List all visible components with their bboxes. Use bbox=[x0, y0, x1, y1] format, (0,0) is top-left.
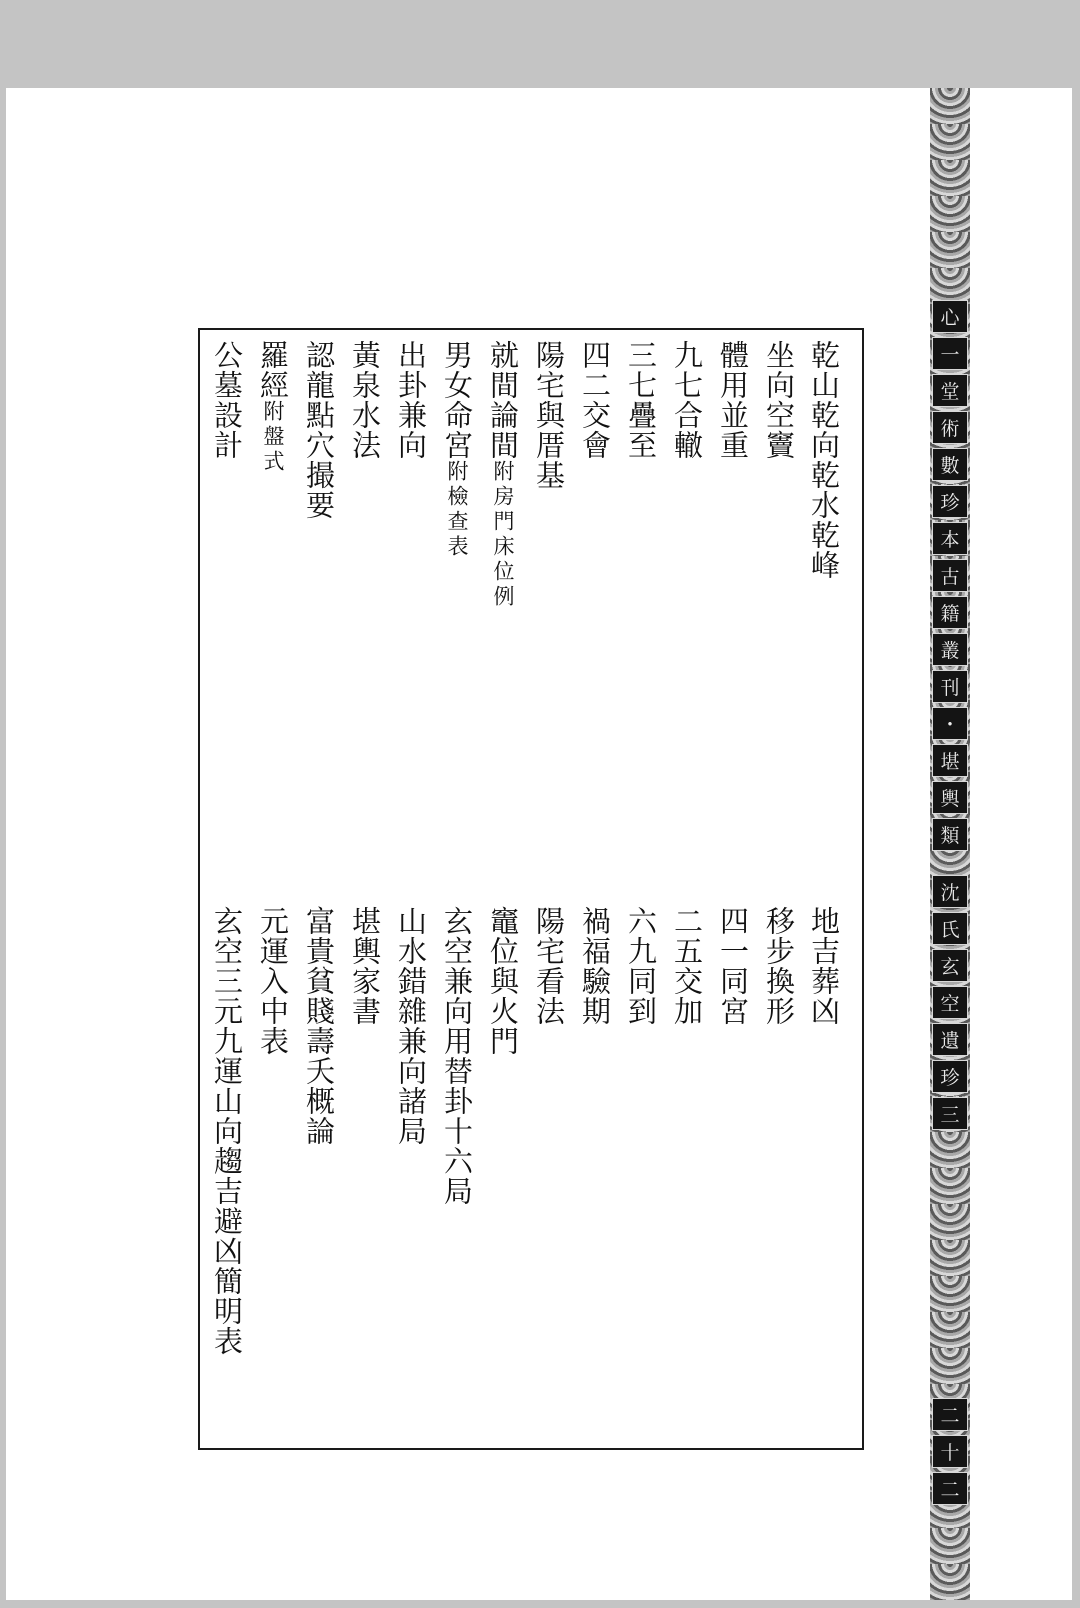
series-title-char: 心 bbox=[932, 300, 968, 333]
toc-entry: 地吉葬凶 bbox=[807, 906, 841, 1026]
series-title-char: 叢 bbox=[932, 633, 968, 666]
toc-entry: 認龍點穴撮要 bbox=[302, 340, 336, 520]
page-number-char: 二 bbox=[932, 1472, 968, 1505]
toc-note: 附盤式 bbox=[261, 400, 285, 475]
series-title-char: 類 bbox=[932, 818, 968, 851]
series-title-char: 術 bbox=[932, 411, 968, 444]
toc-entry: 禍福驗期 bbox=[578, 906, 612, 1026]
book-title-char: 空 bbox=[932, 986, 968, 1019]
toc-entry: 三七疊至 bbox=[624, 340, 658, 460]
toc-entry: 男女命宮附檢查表 bbox=[440, 340, 474, 560]
toc-entry: 就間論間附房門床位例 bbox=[486, 340, 520, 610]
toc-entry: 二五交加 bbox=[670, 906, 704, 1026]
toc-entry: 體用並重 bbox=[716, 340, 750, 460]
toc-entry: 山水錯雜兼向諸局 bbox=[394, 906, 428, 1146]
toc-entry: 公墓設計 bbox=[210, 340, 244, 460]
toc-entry: 元運入中表 bbox=[256, 906, 290, 1056]
toc-entry: 陽宅看法 bbox=[532, 906, 566, 1026]
toc-entry: 富貴貧賤壽夭概論 bbox=[302, 906, 336, 1146]
toc-entry: 九七合轍 bbox=[670, 340, 704, 460]
book-title-char: 玄 bbox=[932, 949, 968, 982]
series-title-char: 堪 bbox=[932, 744, 968, 777]
toc-entry: 坐向空竇 bbox=[762, 340, 796, 460]
book-title-char: 氏 bbox=[932, 912, 968, 945]
toc-entry: 堪輿家書 bbox=[348, 906, 382, 1026]
toc-entry: 黃泉水法 bbox=[348, 340, 382, 460]
book-title-char: 珍 bbox=[932, 1060, 968, 1093]
series-title-char: 古 bbox=[932, 559, 968, 592]
toc-entry: 玄空兼向用替卦十六局 bbox=[440, 906, 474, 1206]
toc-note: 附檢查表 bbox=[445, 460, 469, 560]
toc-entry: 移步換形 bbox=[762, 906, 796, 1026]
book-title-char: 三 bbox=[932, 1097, 968, 1130]
toc-entry: 陽宅與厝基 bbox=[532, 340, 566, 490]
book-title-char: 遺 bbox=[932, 1023, 968, 1056]
toc-entry: 竈位與火門 bbox=[486, 906, 520, 1056]
series-title-strip bbox=[932, 300, 968, 1130]
strip-gap bbox=[932, 855, 968, 871]
contents-frame bbox=[198, 328, 864, 1450]
page-number-char: 十 bbox=[932, 1435, 968, 1468]
toc-entry: 乾山乾向乾水乾峰 bbox=[807, 340, 841, 580]
series-title-char: 籍 bbox=[932, 596, 968, 629]
series-title-char: 刊 bbox=[932, 670, 968, 703]
series-title-char: ・ bbox=[932, 707, 968, 740]
toc-entry: 羅經附盤式 bbox=[256, 340, 290, 475]
page-number bbox=[932, 1398, 968, 1505]
series-title-char: 珍 bbox=[932, 485, 968, 518]
toc-entry: 玄空三元九運山向趨吉避凶簡明表 bbox=[210, 906, 244, 1356]
book-title-char: 沈 bbox=[932, 875, 968, 908]
series-title-char: 一 bbox=[932, 337, 968, 370]
toc-note: 附房門床位例 bbox=[491, 460, 515, 610]
toc-entry: 四二交會 bbox=[578, 340, 612, 460]
toc-entry: 出卦兼向 bbox=[394, 340, 428, 460]
series-title-char: 堂 bbox=[932, 374, 968, 407]
page-number-char: 二 bbox=[932, 1398, 968, 1431]
series-title-char: 數 bbox=[932, 448, 968, 481]
toc-entry: 四一同宮 bbox=[716, 906, 750, 1026]
series-title-char: 本 bbox=[932, 522, 968, 555]
toc-entry: 六九同到 bbox=[624, 906, 658, 1026]
series-title-char: 輿 bbox=[932, 781, 968, 814]
